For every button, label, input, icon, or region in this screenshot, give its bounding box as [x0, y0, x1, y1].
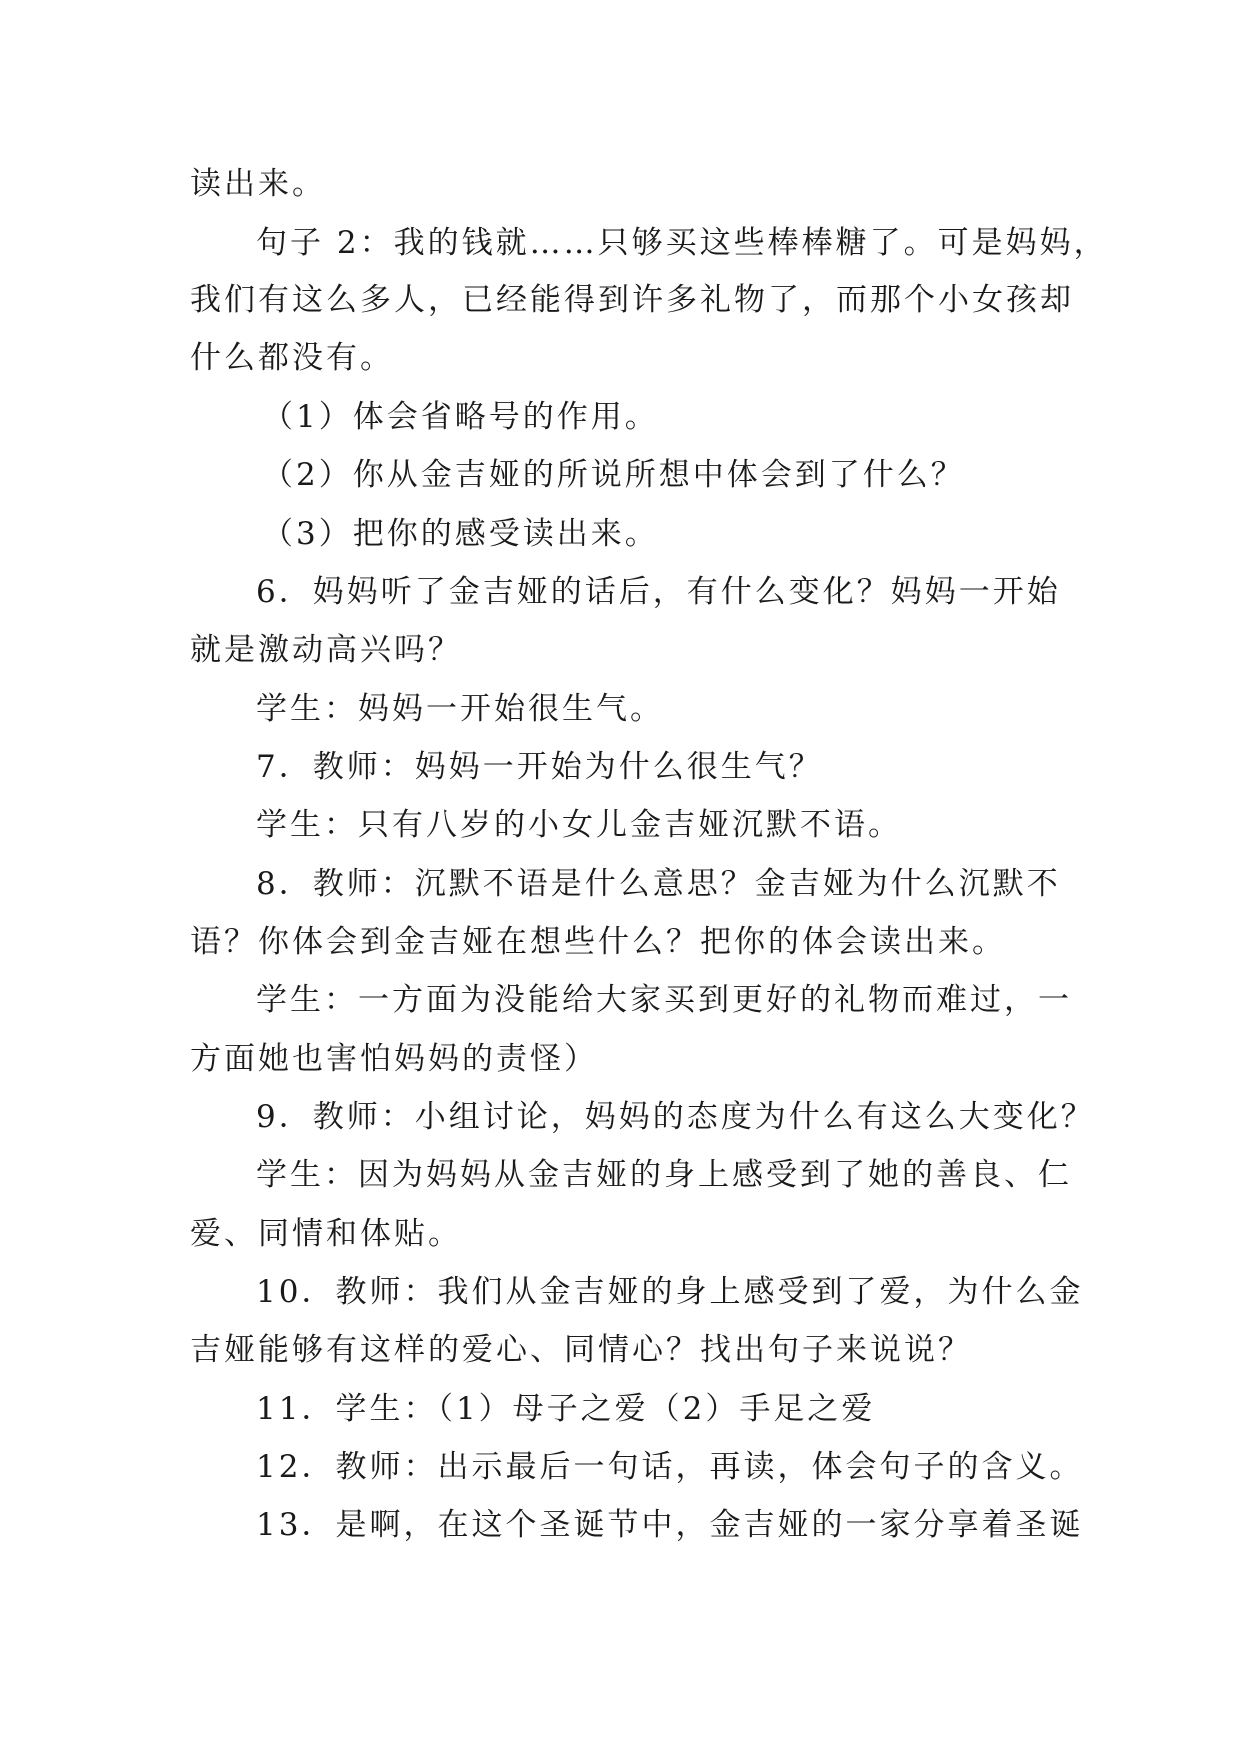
text-line: 6．妈妈听了金吉娅的话后，有什么变化？妈妈一开始 — [256, 574, 1061, 610]
text-line: 爱、同情和体贴。 — [190, 1216, 462, 1252]
text-line: 方面她也害怕妈妈的责怪） — [190, 1041, 598, 1077]
text-line: 7．教师：妈妈一开始为什么很生气？ — [256, 749, 823, 785]
text-line: （1）体会省略号的作用。 — [262, 399, 659, 435]
text-line: 12．教师：出示最后一句话，再读，体会句子的含义。 — [256, 1449, 1084, 1485]
text-line: 11．学生：（1）母子之爱（2）手足之爱 — [256, 1391, 876, 1427]
text-line: 8．教师：沉默不语是什么意思？金吉娅为什么沉默不 — [256, 866, 1061, 902]
text-line: 9．教师：小组讨论，妈妈的态度为什么有这么大变化？ — [256, 1099, 1095, 1135]
text-line: 什么都没有。 — [190, 340, 394, 376]
text-line: 学生：因为妈妈从金吉娅的身上感受到了她的善良、仁 — [256, 1157, 1072, 1193]
text-line: 读出来。 — [190, 166, 326, 202]
text-line: 我们有这么多人，已经能得到许多礼物了，而那个小女孩却 — [190, 282, 1074, 318]
text-line: 学生：妈妈一开始很生气。 — [256, 691, 664, 727]
text-line: 学生：一方面为没能给大家买到更好的礼物而难过，一 — [256, 982, 1072, 1018]
text-line: 10．教师：我们从金吉娅的身上感受到了爱，为什么金 — [256, 1274, 1084, 1310]
text-line: 吉娅能够有这样的爱心、同情心？找出句子来说说？ — [190, 1332, 972, 1368]
text-line: 学生：只有八岁的小女儿金吉娅沉默不语。 — [256, 807, 902, 843]
text-line: 就是激动高兴吗？ — [190, 632, 462, 668]
text-line: 语？你体会到金吉娅在想些什么？把你的体会读出来。 — [190, 924, 1006, 960]
text-line: 13．是啊，在这个圣诞节中，金吉娅的一家分享着圣诞 — [256, 1507, 1084, 1543]
text-line: （2）你从金吉娅的所说所想中体会到了什么？ — [262, 457, 965, 493]
text-line: 句子 2：我的钱就……只够买这些棒棒糖了。可是妈妈， — [256, 225, 1108, 261]
text-line: （3）把你的感受读出来。 — [262, 516, 659, 552]
